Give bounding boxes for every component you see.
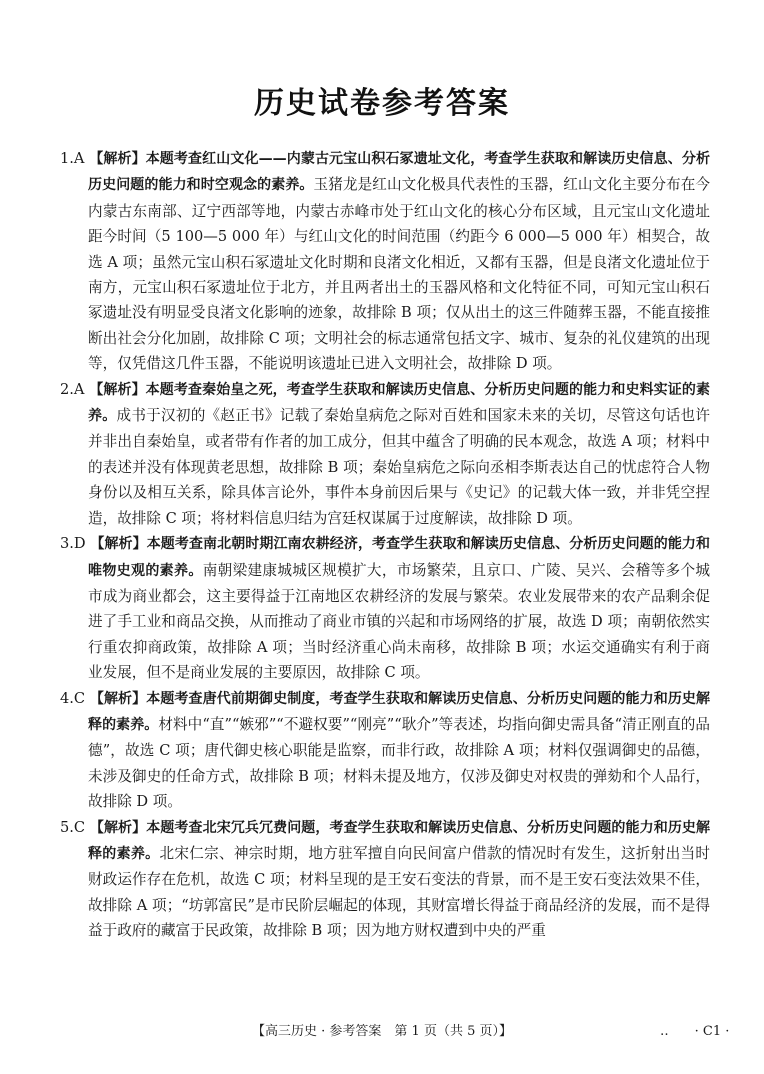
answer-lead: 【解析】本题考查南北朝时期江南农耕经济，考查学生获取和解读历史信息、分析历史问题的能力和唯物史观的素养。 <box>88 536 711 579</box>
answer-list <box>60 146 710 944</box>
answer-item <box>60 377 710 531</box>
answer-lead: 【解析】本题考查唐代前期御史制度，考查学生获取和解读历史信息、分析历史问题的能力和历史解释的素养。 <box>88 690 711 733</box>
answer-item <box>60 531 710 685</box>
answer-lead: 【解析】本题考查红山文化——内蒙古元宝山积石冢遗址文化，考查学生获取和解读历史信息、分析历史问题的能力和时空观念的素养。 <box>88 151 711 194</box>
answer-body: 北宋仁宗、神宗时期，地方驻军擅自向民间富户借款的情况时有发生，这折射出当时财政运作存在危机，故选 C 项；材料呈现的是王安石变法的背景，而不是王安石变法效果不佳，故排除 A 项；“坊郭富民”是市民阶层崛起的体现，其财富增长得益于商品经济的发展，而不是得益于政府的藏富于民政策，故排除 B 项；因为地方财权遭到中央的严重 <box>88 844 710 940</box>
answer-number: 5.C <box>60 818 86 836</box>
answer-body: 南朝梁建康城城区规模扩大，市场繁荣，且京口、广陵、吴兴、会稽等多个城市成为商业都会，这主要得益于江南地区农耕经济的发展与繁荣。农业发展带来的农产品剩余促进了手工业和商品交换，从而推动了商业市镇的兴起和市场网络的扩展，故选 D 项；南朝依然实行重农抑商政策，故排除 A 项；当时经济重心尚未南移，故排除 B 项；水运交通确实有利于商业发展，但不是商业发展的主要原因，故排除 C 项。 <box>88 561 710 682</box>
answer-number: 4.C <box>60 689 86 707</box>
answer-number: 2.A <box>60 380 85 398</box>
answer-number: 1.A <box>60 150 85 167</box>
answer-item <box>60 686 710 815</box>
page-footer: 【高三历史 · 参考答案 第 1 页（共 5 页）】 <box>252 1024 512 1039</box>
answer-body: 材料中“直”“嫉邪”“不避权要”“刚亮”“耿介”等表述，均指向御史需具备“清正刚直的品德”，故选 C 项；唐代御史核心职能是监察，而非行政，故排除 A 项；材料仅强调御史的品德，未涉及御史的任命方式，故排除 B 项；材料未提及地方，仅涉及御史对权贵的弹劾和个人品行，故排除 D 项。 <box>88 715 710 811</box>
answer-body: 玉猪龙是红山文化极具代表性的玉器，红山文化主要分布在今内蒙古东南部、辽宁西部等地，内蒙古赤峰市处于红山文化的核心分布区域，且元宝山文化遗址距今时间（5 100—5 000 年）与红山文化的时间范围（约距今 6 000—5 000 年）相契合，故选 A 项；虽然元宝山积石冢遗址文化时期和良渚文化相近，又都有玉器，但是良渚文化遗址位于南方，元宝山积石冢遗址位于北方，并且两者出土的玉器风格和文化特征不同，可知元宝山积石冢遗址没有明显受良渚文化影响的迹象，故排除 B 项；仅从出土的这三件随葬玉器，不能直接推断出社会分化加剧，故排除 C 项；文明社会的标志通常包括文字、城市、复杂的礼仪建筑的出现等，仅凭借这几件玉器，不能说明该遗址已进入文明社会，故排除 D 项。 <box>88 176 710 373</box>
answer-lead: 【解析】本题考查北宋冗兵冗费问题，考查学生获取和解读历史信息、分析历史问题的能力和历史解释的素养。 <box>88 819 711 862</box>
answer-body: 成书于汉初的《赵正书》记载了秦始皇病危之际对百姓和国家未来的关切，尽管这句话也许并非出自秦始皇，或者带有作者的加工成分，但其中蕴含了明确的民本观念，故选 A 项；材料中的表述并没有体现黄老思想，故排除 B 项；秦始皇病危之际向丞相李斯表达自己的忧虑符合人物身份以及相互关系，除具体言论外，事件本身前因后果与《史记》的记载大体一致，并非凭空捏造，故排除 C 项；将材料信息归结为宫廷权谋属于过度解读，故排除 D 项。 <box>88 407 710 527</box>
page-title: 历史试卷参考答案 <box>254 86 510 121</box>
answer-item <box>60 815 710 944</box>
footer-code: ‥ · C1 · <box>660 1024 730 1039</box>
answer-item <box>60 146 710 377</box>
answer-lead: 【解析】本题考查秦始皇之死，考查学生获取和解读历史信息、分析历史问题的能力和史料实证的素养。 <box>88 381 711 425</box>
answer-number: 3.D <box>60 535 86 553</box>
